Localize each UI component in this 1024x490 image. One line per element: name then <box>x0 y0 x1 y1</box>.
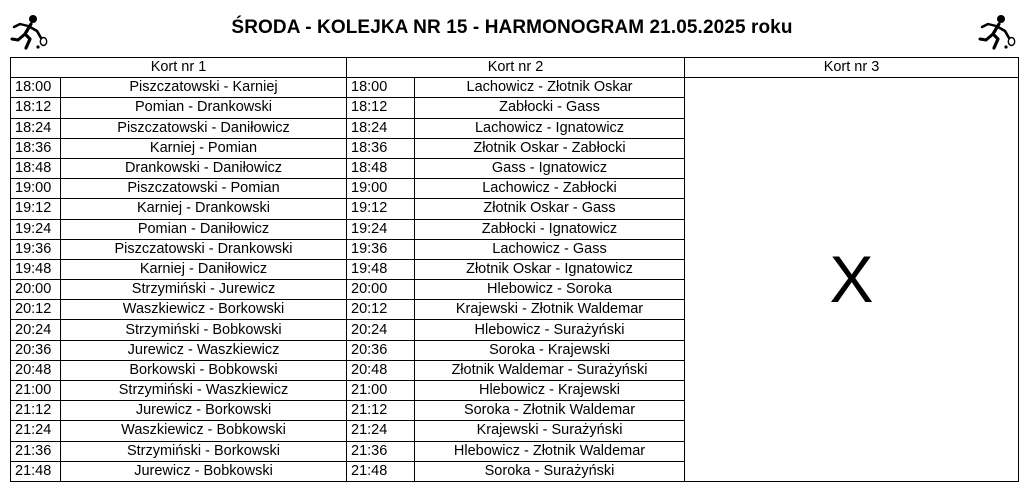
court2-match: Lachowicz - Ignatowicz <box>415 118 685 138</box>
court1-time: 18:48 <box>11 158 61 178</box>
court1-match: Strzymiński - Borkowski <box>61 441 347 461</box>
court2-time: 19:00 <box>347 179 415 199</box>
court1-match: Piszczatowski - Drankowski <box>61 239 347 259</box>
court2-time: 18:48 <box>347 158 415 178</box>
court1-time: 21:12 <box>11 401 61 421</box>
court1-match: Pomian - Drankowski <box>61 98 347 118</box>
court2-match: Złotnik Oskar - Zabłocki <box>415 138 685 158</box>
court1-time: 18:24 <box>11 118 61 138</box>
court1-match: Borkowski - Bobkowski <box>61 360 347 380</box>
court3-unavailable-mark: X <box>685 78 1019 482</box>
court1-match: Strzymiński - Jurewicz <box>61 280 347 300</box>
court2-time: 20:24 <box>347 320 415 340</box>
court2-time: 18:36 <box>347 138 415 158</box>
court2-time: 21:48 <box>347 461 415 481</box>
court-header: Kort nr 2 <box>347 58 685 78</box>
court1-match: Strzymiński - Bobkowski <box>61 320 347 340</box>
page-title: ŚRODA - KOLEJKA NR 15 - HARMONOGRAM 21.05.2025 roku <box>231 17 793 38</box>
court1-match: Piszczatowski - Daniłowicz <box>61 118 347 138</box>
court1-time: 21:48 <box>11 461 61 481</box>
court2-time: 20:48 <box>347 360 415 380</box>
court1-match: Waszkiewicz - Bobkowski <box>61 421 347 441</box>
court1-match: Waszkiewicz - Borkowski <box>61 300 347 320</box>
court1-match: Pomian - Daniłowicz <box>61 219 347 239</box>
court2-match: Hlebowicz - Złotnik Waldemar <box>415 441 685 461</box>
page-header <box>0 0 1024 57</box>
court2-match: Złotnik Waldemar - Surażyński <box>415 360 685 380</box>
court1-time: 19:24 <box>11 219 61 239</box>
schedule-body <box>11 78 1019 482</box>
court2-time: 19:36 <box>347 239 415 259</box>
court2-match: Lachowicz - Złotnik Oskar <box>415 78 685 98</box>
court2-match: Złotnik Oskar - Gass <box>415 199 685 219</box>
court2-match: Krajewski - Złotnik Waldemar <box>415 300 685 320</box>
court2-time: 21:24 <box>347 421 415 441</box>
court2-time: 20:00 <box>347 280 415 300</box>
court2-match: Hlebowicz - Soroka <box>415 280 685 300</box>
schedule-table <box>10 57 1019 482</box>
court1-time: 18:00 <box>11 78 61 98</box>
court2-time: 20:12 <box>347 300 415 320</box>
court2-match: Zabłocki - Ignatowicz <box>415 219 685 239</box>
court2-time: 21:36 <box>347 441 415 461</box>
court1-match: Jurewicz - Waszkiewicz <box>61 340 347 360</box>
court2-time: 21:00 <box>347 381 415 401</box>
tennis-player-icon <box>976 12 1016 52</box>
court2-match: Złotnik Oskar - Ignatowicz <box>415 259 685 279</box>
court1-match: Jurewicz - Bobkowski <box>61 461 347 481</box>
court1-time: 21:24 <box>11 421 61 441</box>
court1-match: Karniej - Daniłowicz <box>61 259 347 279</box>
court2-time: 19:48 <box>347 259 415 279</box>
court-header: Kort nr 3 <box>685 58 1019 78</box>
court1-match: Karniej - Drankowski <box>61 199 347 219</box>
court1-time: 19:48 <box>11 259 61 279</box>
court1-time: 20:24 <box>11 320 61 340</box>
court1-time: 21:36 <box>11 441 61 461</box>
court2-time: 19:12 <box>347 199 415 219</box>
court2-match: Lachowicz - Zabłocki <box>415 179 685 199</box>
court2-match: Soroka - Krajewski <box>415 340 685 360</box>
court1-time: 19:12 <box>11 199 61 219</box>
court1-match: Drankowski - Daniłowicz <box>61 158 347 178</box>
court2-match: Hlebowicz - Krajewski <box>415 381 685 401</box>
court1-time: 20:00 <box>11 280 61 300</box>
court2-match: Soroka - Surażyński <box>415 461 685 481</box>
court2-match: Lachowicz - Gass <box>415 239 685 259</box>
court1-time: 19:36 <box>11 239 61 259</box>
court2-time: 18:12 <box>347 98 415 118</box>
court1-time: 20:12 <box>11 300 61 320</box>
court1-time: 18:12 <box>11 98 61 118</box>
court2-time: 20:36 <box>347 340 415 360</box>
court1-match: Piszczatowski - Pomian <box>61 179 347 199</box>
court1-time: 21:00 <box>11 381 61 401</box>
court1-match: Strzymiński - Waszkiewicz <box>61 381 347 401</box>
court1-match: Piszczatowski - Karniej <box>61 78 347 98</box>
court1-match: Jurewicz - Borkowski <box>61 401 347 421</box>
table-row <box>11 78 1019 98</box>
court2-match: Gass - Ignatowicz <box>415 158 685 178</box>
court2-time: 18:00 <box>347 78 415 98</box>
court2-time: 21:12 <box>347 401 415 421</box>
court-header: Kort nr 1 <box>11 58 347 78</box>
court2-match: Zabłocki - Gass <box>415 98 685 118</box>
court1-time: 19:00 <box>11 179 61 199</box>
court1-time: 20:48 <box>11 360 61 380</box>
court1-match: Karniej - Pomian <box>61 138 347 158</box>
court2-time: 18:24 <box>347 118 415 138</box>
court1-time: 18:36 <box>11 138 61 158</box>
court2-match: Krajewski - Surażyński <box>415 421 685 441</box>
court-header-row <box>11 58 1019 78</box>
court2-match: Hlebowicz - Surażyński <box>415 320 685 340</box>
court2-time: 19:24 <box>347 219 415 239</box>
court1-time: 20:36 <box>11 340 61 360</box>
court2-match: Soroka - Złotnik Waldemar <box>415 401 685 421</box>
